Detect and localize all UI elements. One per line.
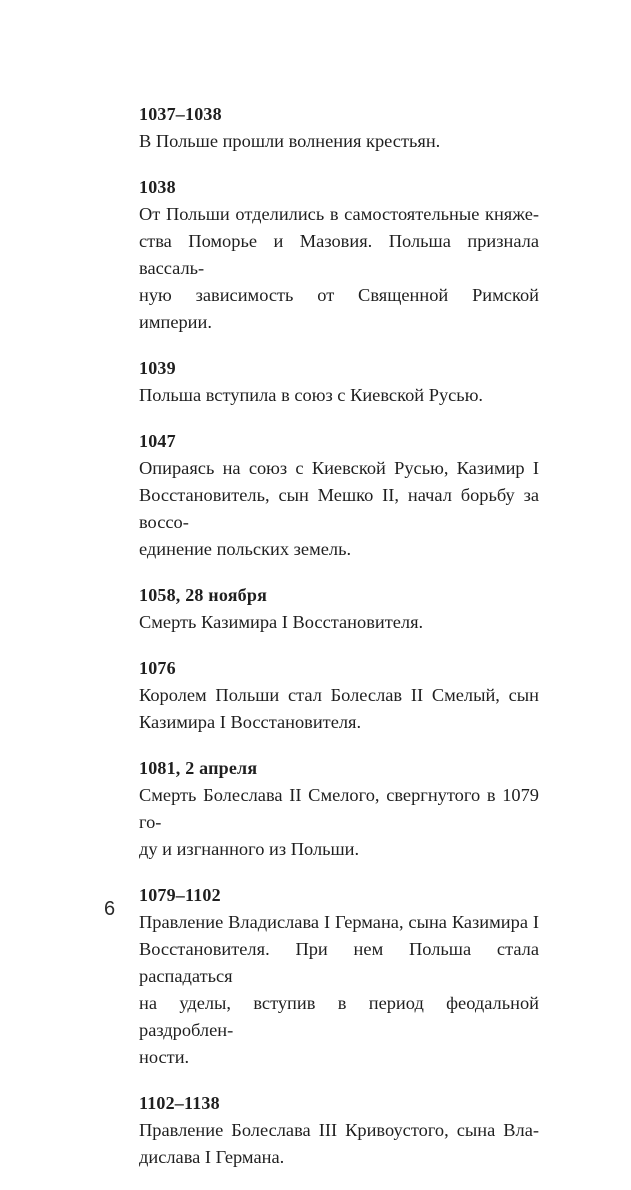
entry-date: 1079–1102 — [139, 885, 221, 905]
entry-text — [139, 609, 539, 636]
text-line: ности. — [139, 1047, 190, 1067]
entry-text — [139, 782, 539, 863]
entry-text — [139, 455, 539, 563]
text-line: Опираясь на союз с Киевской Русью, Казимир I — [139, 458, 539, 478]
text-line: Королем Польши стал Болеслав II Смелый, сын — [139, 685, 539, 705]
chronology-entry — [139, 355, 539, 409]
text-line: ства Поморье и Мазовия. Польша признала вассаль- — [139, 231, 539, 278]
text-line: дислава I Германа. — [139, 1147, 285, 1167]
text-line: Смерть Болеслава II Смелого, свергнутого в 1079 го- — [139, 785, 539, 832]
text-line: Правление Владислава I Германа, сына Казимира I — [139, 912, 539, 932]
entry-date: 1047 — [139, 431, 176, 451]
chronology-entry — [139, 428, 539, 563]
text-line: ду и изгнанного из Польши. — [139, 839, 360, 859]
entry-date: 1058, 28 ноября — [139, 585, 268, 605]
text-line: Польша вступила в союз с Киевской Русью. — [139, 385, 484, 405]
entry-date: 1039 — [139, 358, 176, 378]
entry-text — [139, 128, 539, 155]
entry-text — [139, 382, 539, 409]
entry-date: 1081, 2 апреля — [139, 758, 258, 778]
text-line: Правление Болеслава III Кривоустого, сына Вла- — [139, 1120, 539, 1140]
entry-text — [139, 682, 539, 736]
text-line: Восстановитель, сын Мешко II, начал борьбу за воссо- — [139, 485, 539, 532]
text-line: От Польши отделились в самостоятельные княже- — [139, 204, 539, 224]
entry-date: 1037–1038 — [139, 104, 222, 124]
entry-text — [139, 909, 539, 1071]
entry-date: 1038 — [139, 177, 176, 197]
chronology-entry — [139, 101, 539, 155]
entry-date: 1102–1138 — [139, 1093, 220, 1113]
chronology-entry — [139, 174, 539, 336]
text-line: единение польских земель. — [139, 539, 352, 559]
chronology-page — [139, 101, 539, 1190]
entry-text — [139, 1117, 539, 1171]
entry-text — [139, 201, 539, 336]
text-line: на уделы, вступив в период феодальной раздроблен- — [139, 993, 539, 1040]
entry-date: 1076 — [139, 658, 176, 678]
text-line: ную зависимость от Священной Римской империи. — [139, 285, 539, 332]
text-line: В Польше прошли волнения крестьян. — [139, 131, 441, 151]
chronology-entry — [139, 582, 539, 636]
text-line: Казимира I Восстановителя. — [139, 712, 362, 732]
text-line: Восстановителя. При нем Польша стала распадаться — [139, 939, 539, 986]
chronology-entry — [139, 1090, 539, 1171]
chronology-entry — [139, 882, 539, 1071]
page-number: 6 — [104, 898, 116, 920]
text-line: Смерть Казимира I Восстановителя. — [139, 612, 424, 632]
chronology-entry — [139, 655, 539, 736]
chronology-entry — [139, 755, 539, 863]
